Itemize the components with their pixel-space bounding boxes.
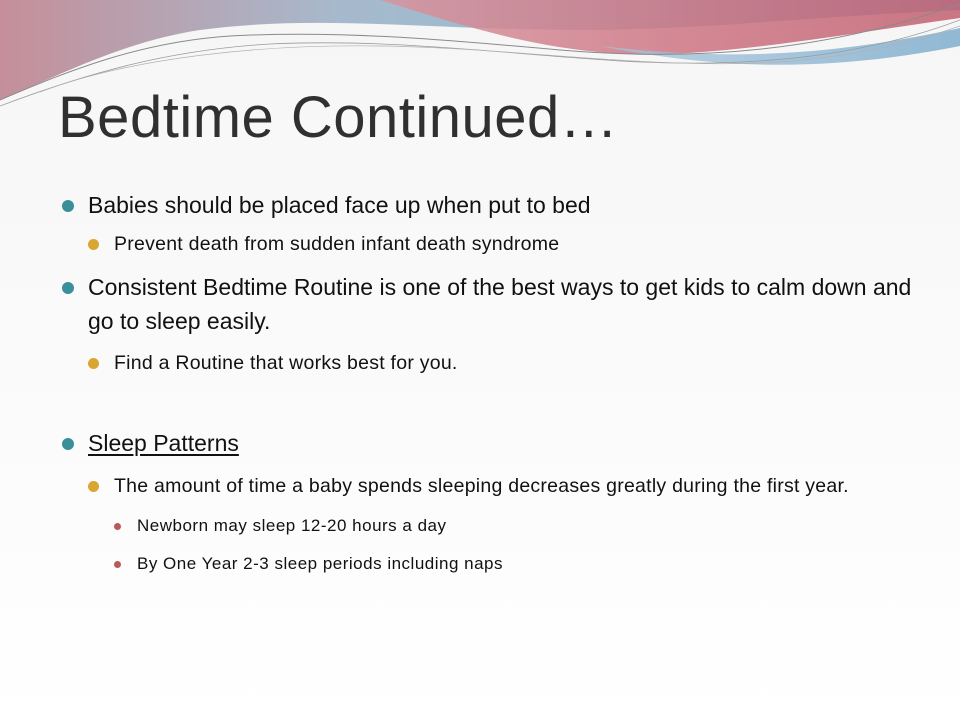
sub-sub-bullet-text: By One Year 2-3 sleep periods including naps bbox=[137, 554, 504, 573]
bullet-item bbox=[62, 270, 922, 377]
sub-bullet-list bbox=[88, 349, 922, 377]
sub-bullet-text: Find a Routine that works best for you. bbox=[114, 352, 458, 374]
bullet-item bbox=[62, 188, 922, 258]
bullet-text: Babies should be placed face up when put to bed bbox=[88, 192, 591, 218]
bullet-list bbox=[62, 188, 922, 576]
sub-sub-bullet-list bbox=[114, 514, 922, 576]
sub-sub-bullet-item bbox=[114, 552, 922, 576]
sub-sub-bullet-text: Newborn may sleep 12-20 hours a day bbox=[137, 516, 447, 535]
bullet-item bbox=[62, 426, 922, 576]
sub-sub-bullet-item bbox=[114, 514, 922, 538]
sub-bullet-item bbox=[88, 472, 922, 576]
sub-bullet-item bbox=[88, 230, 922, 258]
sub-bullet-text: The amount of time a baby spends sleeping decreases greatly during the first year. bbox=[114, 475, 849, 497]
sub-bullet-item bbox=[88, 349, 922, 377]
sub-bullet-list bbox=[88, 472, 922, 576]
section-heading-sleep-patterns: Sleep Patterns bbox=[88, 430, 239, 456]
sub-bullet-list bbox=[88, 230, 922, 258]
bullet-text: Consistent Bedtime Routine is one of the best ways to get kids to calm down and go to sleep easily. bbox=[88, 274, 912, 334]
slide-title: Bedtime Continued… bbox=[58, 85, 619, 150]
sub-bullet-text: Prevent death from sudden infant death syndrome bbox=[114, 233, 560, 255]
